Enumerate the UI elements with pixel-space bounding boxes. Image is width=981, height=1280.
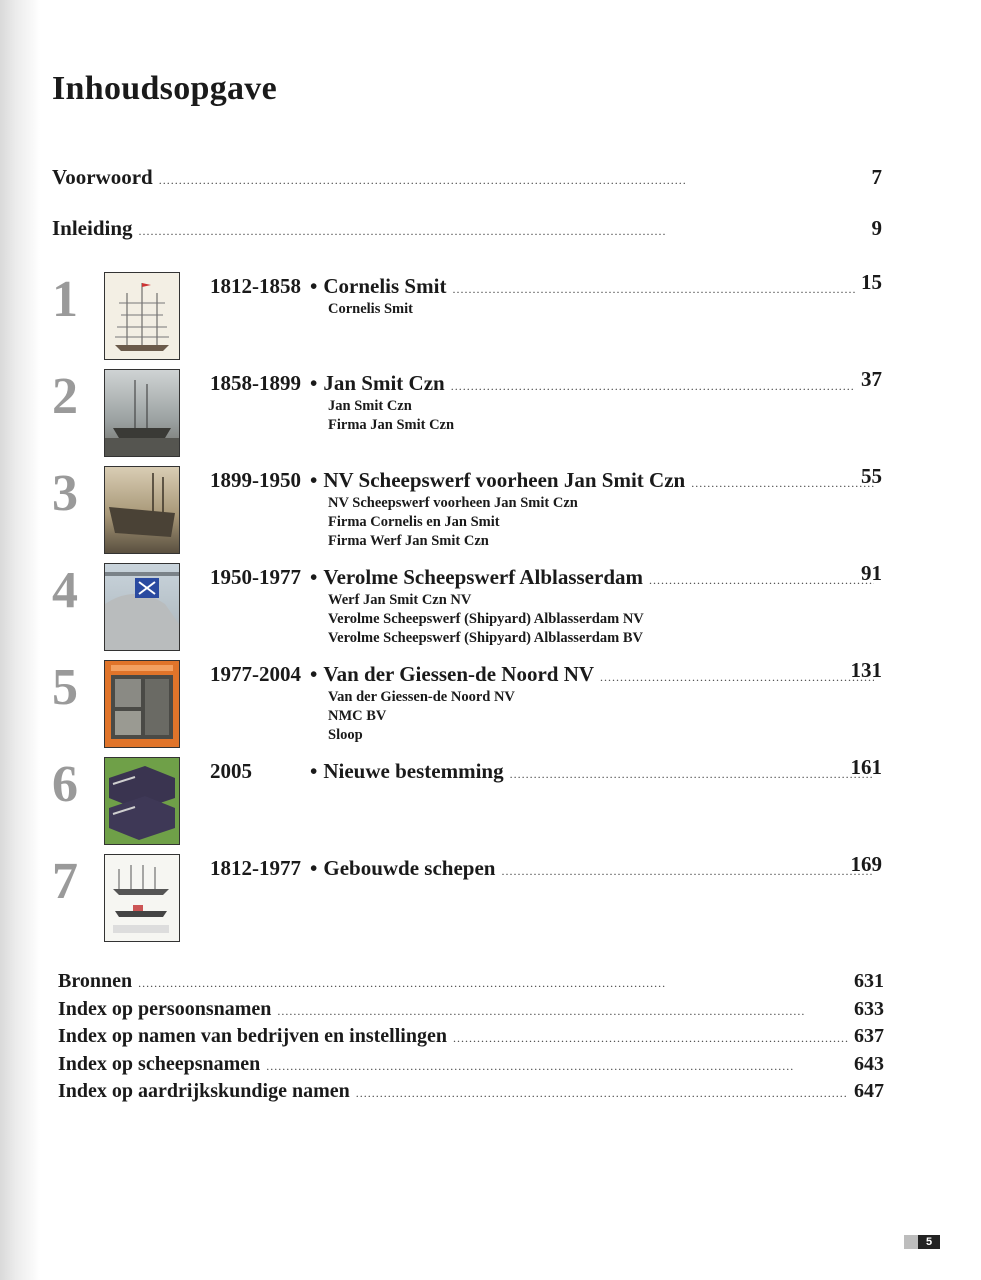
page-badge-shadow xyxy=(904,1235,918,1249)
toc-entry-page: 7 xyxy=(871,165,882,189)
chapter-heading xyxy=(210,759,880,784)
bullet: • xyxy=(310,274,318,298)
chapter-title: Verolme Scheepswerf Alblasserdam xyxy=(323,565,643,589)
dot-leader xyxy=(501,864,874,879)
chapter-subtitle: Firma Cornelis en Jan Smit xyxy=(328,514,500,530)
chapter-subtitle: Verolme Scheepswerf (Shipyard) Alblasserdam NV xyxy=(328,611,644,627)
dot-leader xyxy=(356,1086,848,1101)
chapter-years: 1812-1858 xyxy=(210,274,301,298)
page-title: Inhoudsopgave xyxy=(52,70,277,107)
chapter-number: 2 xyxy=(52,368,78,425)
chapter-title: Cornelis Smit xyxy=(323,274,447,298)
toc-entry-label: Index op aardrijkskundige namen xyxy=(58,1080,350,1102)
toc-entry-label: Bronnen xyxy=(58,970,133,992)
toc-entry-page: 633 xyxy=(854,998,884,1020)
dot-leader xyxy=(138,976,848,991)
chapter-7[interactable] xyxy=(52,852,892,942)
chapter-subtitle: NMC BV xyxy=(328,708,387,724)
chapter-page: 131 xyxy=(850,658,882,682)
toc-entry-index-persoonsnamen[interactable] xyxy=(58,998,884,1021)
chapter-page: 15 xyxy=(861,270,882,294)
bullet: • xyxy=(310,759,318,783)
residential-buildings-render-thumbnail xyxy=(104,757,180,845)
chapter-heading xyxy=(210,662,880,687)
bullet: • xyxy=(310,371,318,395)
chapter-subtitles xyxy=(328,688,515,745)
chapter-subtitle: Sloop xyxy=(328,727,363,743)
dot-leader xyxy=(266,1059,848,1074)
ship-drawings-thumbnail xyxy=(104,854,180,942)
chapter-subtitle: Werf Jan Smit Czn NV xyxy=(328,592,472,608)
harbor-ship-photo-thumbnail xyxy=(104,369,180,457)
chapter-1[interactable] xyxy=(52,270,892,360)
chapter-number: 4 xyxy=(52,562,78,619)
chapter-2[interactable] xyxy=(52,367,892,457)
page-gutter-shadow xyxy=(0,0,40,1280)
chapter-heading xyxy=(210,274,880,299)
chapter-page: 169 xyxy=(850,852,882,876)
page-number-badge: 5 xyxy=(918,1235,940,1249)
toc-entry-bronnen[interactable] xyxy=(58,970,884,993)
chapter-subtitles xyxy=(328,591,644,648)
ship-hull-flag-photo-thumbnail xyxy=(104,563,180,651)
toc-entry-label: Voorwoord xyxy=(52,165,153,189)
chapter-subtitle: Firma Jan Smit Czn xyxy=(328,417,455,433)
toc-entry-index-aardrijkskundige[interactable] xyxy=(58,1080,884,1103)
chapter-subtitles xyxy=(328,494,578,551)
bullet: • xyxy=(310,662,318,686)
chapter-number: 6 xyxy=(52,756,78,813)
dot-leader xyxy=(649,573,874,588)
chapter-4[interactable] xyxy=(52,561,892,651)
toc-entry-page: 643 xyxy=(854,1053,884,1075)
chapter-title: NV Scheepswerf voorheen Jan Smit Czn xyxy=(323,468,686,492)
chapter-3[interactable] xyxy=(52,464,892,554)
dot-leader xyxy=(451,379,874,394)
dot-leader xyxy=(159,173,846,188)
toc-entry-label: Inleiding xyxy=(52,216,133,240)
toc-entry-page: 637 xyxy=(854,1025,884,1047)
chapter-subtitle: Van der Giessen-de Noord NV xyxy=(328,689,515,705)
chapter-subtitle: Cornelis Smit xyxy=(328,301,413,317)
chapter-number: 5 xyxy=(52,659,78,716)
toc-entry-page: 647 xyxy=(854,1080,884,1102)
chapter-page: 161 xyxy=(850,755,882,779)
dot-leader xyxy=(452,282,874,297)
dot-leader xyxy=(277,1004,848,1019)
toc-entry-page: 631 xyxy=(854,970,884,992)
chapter-page: 91 xyxy=(861,561,882,585)
chapter-subtitles xyxy=(328,300,413,319)
chapter-title: Gebouwde schepen xyxy=(323,856,496,880)
chapter-years: 1858-1899 xyxy=(210,371,301,395)
chapter-page: 37 xyxy=(861,367,882,391)
toc-entry-label: Index op scheepsnamen xyxy=(58,1053,261,1075)
chapter-subtitle: Jan Smit Czn xyxy=(328,398,412,414)
dot-leader xyxy=(600,670,874,685)
magazine-cover-thumbnail xyxy=(104,660,180,748)
chapter-subtitle: Firma Werf Jan Smit Czn xyxy=(328,533,489,549)
chapter-subtitle: NV Scheepswerf voorheen Jan Smit Czn xyxy=(328,495,578,511)
dot-leader xyxy=(453,1031,848,1046)
chapter-number: 3 xyxy=(52,465,78,522)
dot-leader xyxy=(691,476,874,491)
toc-entry-inleiding[interactable] xyxy=(52,216,882,241)
toc-entry-page: 9 xyxy=(871,216,882,240)
chapter-years: 1899-1950 xyxy=(210,468,301,492)
chapter-heading xyxy=(210,565,880,590)
chapter-number: 7 xyxy=(52,853,78,910)
shipyard-photo-thumbnail xyxy=(104,466,180,554)
toc-entry-index-bedrijven[interactable] xyxy=(58,1025,884,1048)
chapter-number: 1 xyxy=(52,271,78,328)
chapter-page: 55 xyxy=(861,464,882,488)
bullet: • xyxy=(310,856,318,880)
chapter-title: Van der Giessen-de Noord NV xyxy=(323,662,595,686)
sailing-ship-drawing-thumbnail xyxy=(104,272,180,360)
chapter-5[interactable] xyxy=(52,658,892,748)
chapter-subtitle: Verolme Scheepswerf (Shipyard) Alblasserdam BV xyxy=(328,630,643,646)
chapter-heading xyxy=(210,371,880,396)
chapter-years: 1812-1977 xyxy=(210,856,301,880)
toc-entry-label: Index op namen van bedrijven en instellingen xyxy=(58,1025,447,1047)
chapter-years: 1977-2004 xyxy=(210,662,301,686)
chapter-subtitles xyxy=(328,397,454,435)
dot-leader xyxy=(139,224,846,239)
toc-entry-index-scheepsnamen[interactable] xyxy=(58,1053,884,1076)
chapter-6[interactable] xyxy=(52,755,892,845)
chapter-years: 1950-1977 xyxy=(210,565,301,589)
toc-entry-voorwoord[interactable] xyxy=(52,165,882,190)
chapter-heading xyxy=(210,856,880,881)
chapter-title: Nieuwe bestemming xyxy=(323,759,504,783)
toc-entry-label: Index op persoonsnamen xyxy=(58,998,272,1020)
bullet: • xyxy=(310,565,318,589)
bullet: • xyxy=(310,468,318,492)
chapter-heading xyxy=(210,468,880,493)
chapter-years: 2005 xyxy=(210,759,252,783)
chapter-title: Jan Smit Czn xyxy=(323,371,445,395)
dot-leader xyxy=(510,767,874,782)
